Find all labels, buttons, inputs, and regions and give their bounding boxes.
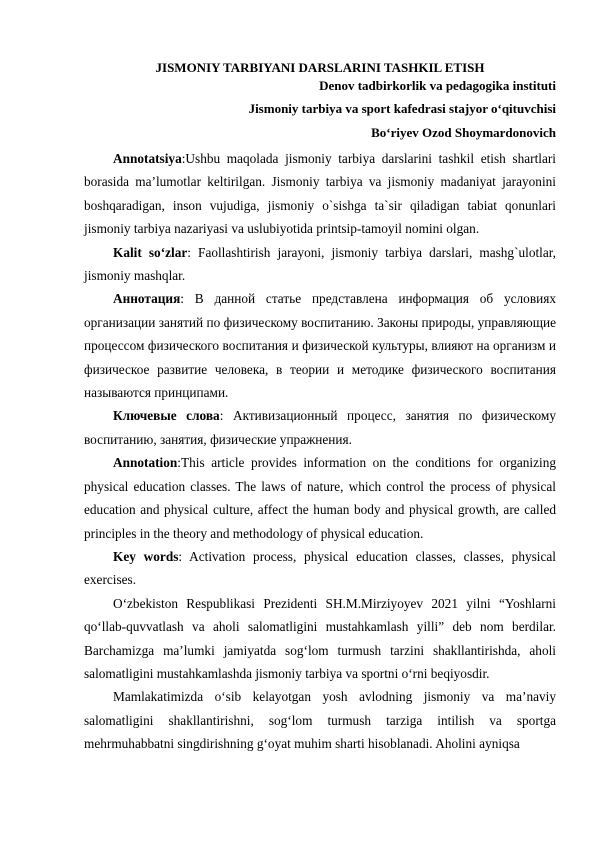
article-body [84, 147, 556, 756]
keywords-uz [84, 241, 556, 288]
body-paragraph-1: O‘zbekiston Respublikasi Prezidenti SH.M.Mirziyoyev 2021 yilni “Yoshlarni qo‘llab-quvvatlash va aholi salomatligini mustahkamlash yilli” deb nom berdilar. Barchamizga ma’lumki jamiyatda sog‘lom turmush tarzini shakllantirishda, aholi salomatligini mustahkamlashda jismoniy tarbiya va sportni o‘rni beqiyosdir. [84, 595, 556, 681]
keywords-en-label: Key words [113, 548, 179, 564]
abstract-ru-label: Аннотация [113, 291, 181, 307]
abstract-ru [84, 287, 556, 404]
keywords-uz-text: : Faollashtirish jarayoni, jismoniy tarbiya darslari, mashg`ulotlar, jismoniy mashqlar. [84, 244, 556, 284]
abstract-uz [84, 147, 556, 241]
keywords-en [84, 545, 556, 592]
abstract-ru-text: : В данной статье представлена информация об условиях организации занятий по физическому воспитанию. Законы природы, управляющие процессом физического воспитания и физической культуры, влияют на организм и физическое развитие человека, в теории и методике физического воспитания называются принципами. [84, 291, 556, 401]
abstract-uz-label: Annotatsiya [113, 151, 182, 166]
abstract-en-text: :This article provides information on the conditions for organizing physical education classes. The laws of nature, which control the process of physical education and physical culture, affect the human body and physical growth, are called principles in the theory and methodology of physical education. [84, 455, 556, 541]
abstract-en [84, 451, 556, 545]
author-name: Bo‘riyev Ozod Shoymardonovich [371, 125, 556, 140]
abstract-en-label: Annotation [113, 455, 178, 471]
keywords-ru-label: Ключевые слова [113, 408, 220, 424]
body-paragraph-2: Mamlakatimizda o‘sib kelayotgan yosh avlodning jismoniy va ma’naviy salomatligini shakllantirishni, sog‘lom turmush tarziga intilish va sportga mehrmuhabbatni singdirishning g‘oyat muhim sharti hisoblanadi. Aholini ayniqsa [84, 689, 556, 752]
article-title: JISMONIY TARBIYANI DARSLARINI TASHKIL ETISH [155, 60, 485, 75]
author-department: Jismoniy tarbiya va sport kafedrasi stajyor o‘qituvchisi [248, 101, 556, 116]
keywords-uz-label: Kalit so‘zlar [113, 244, 188, 260]
keywords-ru-text: : Активизационный процесс, занятия по физическому воспитанию, занятия, физические упражнения. [84, 408, 556, 447]
author-institute: Denov tadbirkorlik va pedagogika instituti [319, 78, 556, 93]
keywords-en-text: : Activation process, physical education classes, classes, physical exercises. [84, 548, 556, 588]
keywords-ru [84, 404, 556, 451]
abstract-uz-text: :Ushbu maqolada jismoniy tarbiya darslarini tashkil etish shartlari borasida ma’lumotlar keltirilgan. Jismoniy tarbiya va jismoniy madaniyat jarayonini boshqaradigan, inson vujudiga, jismoniy o`sishga ta`sir qiladigan tabiat qonunlari jismoniy tarbiya nazariyasi va uslubiyotida printsip-tamoyil nomini olgan. [84, 151, 556, 237]
